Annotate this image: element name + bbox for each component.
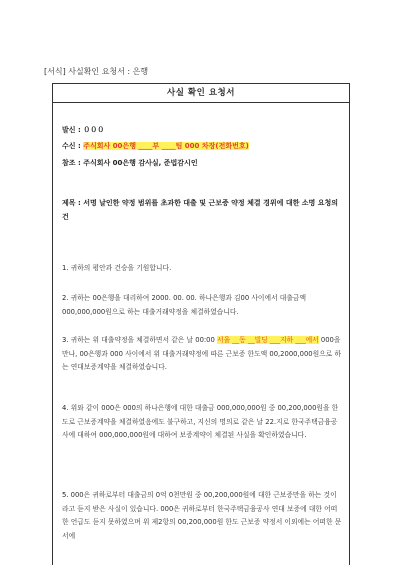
- item-highlight: 서울 __동 __빌딩 ___지하 ___에서: [217, 336, 319, 344]
- item-number: 5.: [62, 491, 69, 499]
- item-text: 위와 같이 000은 000의 하나은행에 대한 대출금 000,000,000원 중 00,200,000원을 한도로 근보증계약을 체결하였음에도 불구하고, 지신의 명의로 같은 날 22.지로 한국주택금융공사에 대하여 000,000,000원에 대하여 보증계약이 체결된 사실을 확인하였습니다.: [62, 404, 339, 439]
- item-text: 000을 만나, 00은행과 000 사이에서 위 대출거래약정에 따른 근보증 한도액 00,2000,000원으로 하는 연대보증계약을 체결하였습니다.: [62, 336, 342, 371]
- recipient-phone: (전화번호): [215, 142, 249, 150]
- recipient-highlight: 주식회사 00은행 ____부 ____팀 000 차장: [83, 142, 216, 150]
- reference-line: 참조 : 주식회사 00은행 감사실, 준법감시인: [62, 159, 198, 167]
- list-item: [62, 262, 342, 276]
- item-number: 3.: [62, 336, 69, 344]
- item-text: 000은 귀하로부터 대출금의 0억 0천만원 중 00,200,000원에 대한 근보증만을 하는 것이라고 듣지 받은 사실이 있습니다. 000은 귀하로부터 한국주택금융공사 연대 보증에 대한 어떠한 언급도 듣지 못하였으며 위 제2항의 00,200,000원 한도 근보증 약정서 이외에는 어떠한 문서에: [62, 491, 342, 540]
- item-text: 귀하는 위 대출약정을 체결하면서 같은 날 00:00: [68, 336, 217, 344]
- request-form: [52, 83, 350, 565]
- list-item: [62, 402, 342, 443]
- item-number: 2.: [62, 294, 69, 302]
- item-text: 귀하의 평안과 건승을 기원합니다.: [68, 264, 172, 272]
- item-number: 4.: [62, 404, 69, 412]
- list-item: [62, 334, 342, 375]
- item-number: 1.: [62, 264, 69, 272]
- form-caption: [서식] 사실확인 요청서 : 은행: [44, 67, 149, 76]
- document-title: 사실 확인 요청서: [53, 84, 349, 103]
- item-text: 귀하는 00은행을 대리하여 2000. 00. 00. 하나은행과 김00 사이에서 대출금액 000,000,000원으로 하는 대출거래약정을 체결하였습니다.: [62, 294, 307, 316]
- sender-line: 발신 : ０００: [62, 126, 105, 134]
- subject-line: 제목 : 서명 날인한 약정 범위를 초과한 대출 및 근보증 약정 체결 경위에 대한 소명 요청의 건: [62, 199, 339, 221]
- list-item: [62, 489, 342, 543]
- list-item: [62, 292, 342, 319]
- recipient-line: [62, 141, 249, 151]
- recipient-prefix: 수신 :: [62, 142, 84, 150]
